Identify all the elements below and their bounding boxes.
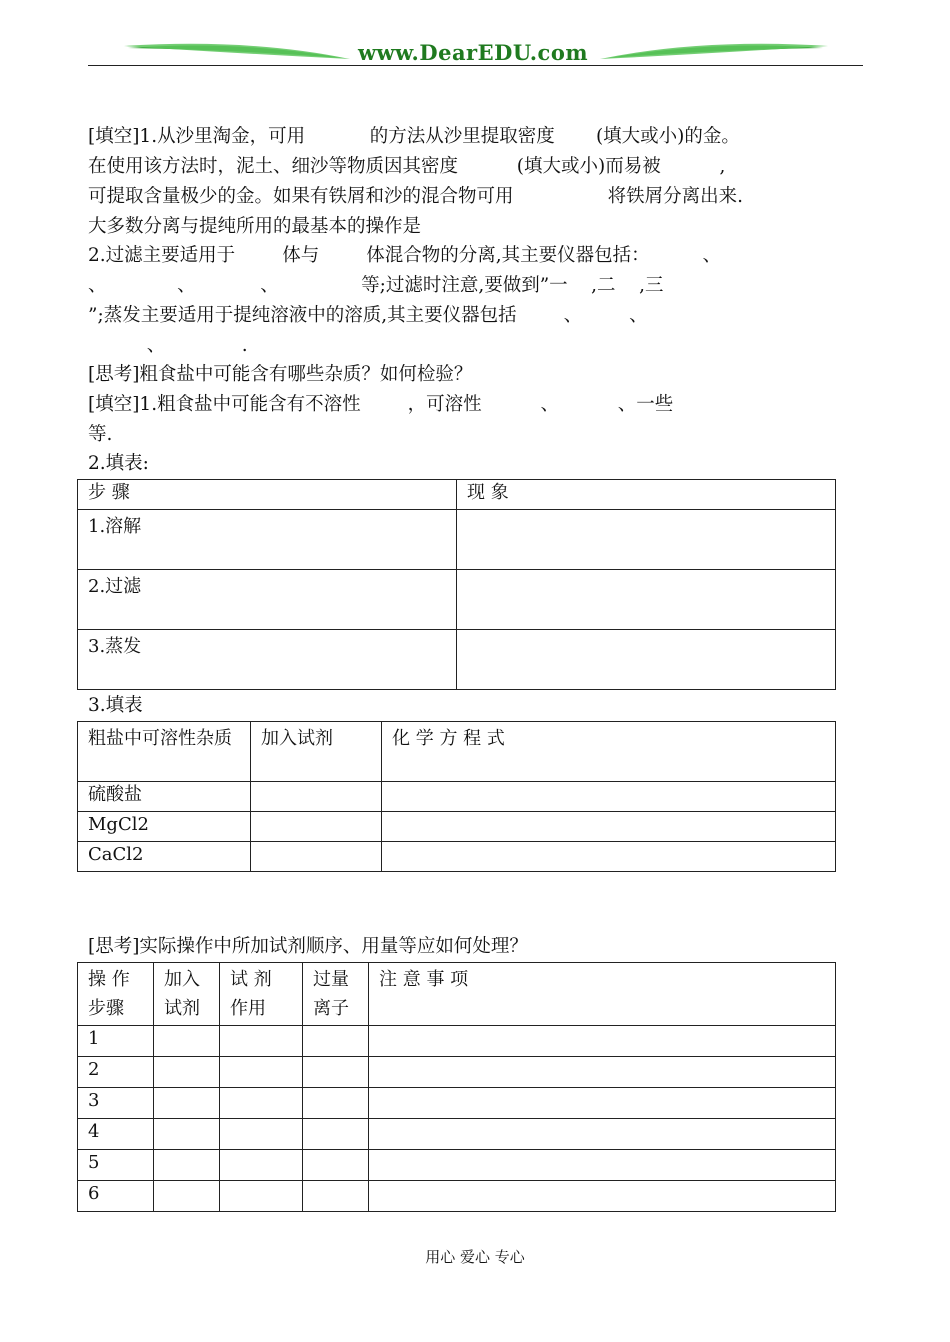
table-cell	[220, 1119, 303, 1150]
table-cell	[303, 1150, 369, 1181]
table-cell	[220, 1150, 303, 1181]
table-cell	[457, 570, 836, 630]
text-line: [思考]实际操作中所加试剂顺序、用量等应如何处理？	[88, 936, 528, 957]
table-cell	[251, 842, 382, 872]
text-line: [思考]粗食盐中可能含有哪些杂质？如何检验？	[88, 364, 473, 385]
procedure-table	[77, 962, 836, 1212]
table-cell: 6	[78, 1181, 154, 1212]
table-cell: 4	[78, 1119, 154, 1150]
table-cell	[251, 812, 382, 842]
text-line: ”;蒸发主要适用于提纯溶液中的溶质,其主要仪器包括 、 、	[88, 305, 648, 326]
table-cell	[303, 1088, 369, 1119]
text-line: 大多数分离与提纯所用的最基本的操作是	[88, 216, 422, 237]
table-cell: 5	[78, 1150, 154, 1181]
table-cell	[220, 1088, 303, 1119]
text-line: 可提取含量极少的金。如果有铁屑和沙的混合物可用 将铁屑分离出来.	[88, 186, 743, 207]
table-cell	[303, 1119, 369, 1150]
text-line: 2.填表:	[88, 453, 149, 474]
site-header	[88, 38, 863, 72]
table-cell	[154, 1181, 220, 1212]
table-cell	[154, 1026, 220, 1057]
table-header-cell: 加入 试剂	[154, 963, 220, 1026]
steps-table	[77, 479, 836, 690]
table-cell	[303, 1181, 369, 1212]
table-cell	[369, 1026, 836, 1057]
page-footer: 用心 爱心 专心	[425, 1248, 525, 1266]
table-cell	[382, 812, 836, 842]
table-cell	[369, 1181, 836, 1212]
table-cell: CaCl2	[78, 842, 251, 872]
table-cell	[369, 1088, 836, 1119]
table-header-cell: 粗盐中可溶性杂质	[78, 722, 251, 782]
table-header-cell: 注 意 事 项	[369, 963, 836, 1026]
table-cell: 3	[78, 1088, 154, 1119]
table-cell: MgCl2	[78, 812, 251, 842]
table-cell	[251, 782, 382, 812]
table-cell	[154, 1119, 220, 1150]
table-cell: 3.蒸发	[78, 630, 457, 690]
table-header-cell: 化 学 方 程 式	[382, 722, 836, 782]
table-cell	[220, 1181, 303, 1212]
table-cell	[154, 1088, 220, 1119]
table-header-cell: 过量 离子	[303, 963, 369, 1026]
text-line: 等.	[88, 424, 113, 445]
table-cell	[369, 1119, 836, 1150]
table-cell	[382, 842, 836, 872]
table-header-cell: 加入试剂	[251, 722, 382, 782]
table-header-cell: 操 作 步骤	[78, 963, 154, 1026]
table-cell: 1.溶解	[78, 510, 457, 570]
table-header-cell: 现 象	[457, 480, 836, 510]
table-cell: 2	[78, 1057, 154, 1088]
text-line: [填空]1.粗食盐中可能含有不溶性 ，可溶性 、 、一些	[88, 394, 674, 415]
table-cell	[382, 782, 836, 812]
table-cell	[369, 1150, 836, 1181]
text-line: 在使用该方法时，泥土、细沙等物质因其密度 (填大或小)而易被 ,	[88, 156, 726, 177]
site-url[interactable]: www.DearEDU.com	[357, 40, 589, 65]
table-cell	[303, 1026, 369, 1057]
table-cell	[220, 1026, 303, 1057]
table-cell: 2.过滤	[78, 570, 457, 630]
table-cell	[369, 1057, 836, 1088]
table-cell	[457, 510, 836, 570]
table-cell	[303, 1057, 369, 1088]
header-rule	[88, 65, 863, 66]
text-line: 2.过滤主要适用于 体与 体混合物的分离,其主要仪器包括： 、	[88, 245, 722, 266]
impurity-table	[77, 721, 836, 872]
table-cell	[154, 1057, 220, 1088]
text-line: 、 、 、 等;过滤时注意,要做到”一 ,二 ,三	[88, 275, 664, 296]
text-line: 、 .	[88, 335, 248, 356]
table-cell	[457, 630, 836, 690]
text-line: 3.填表	[88, 695, 143, 716]
table-cell: 硫酸盐	[78, 782, 251, 812]
table-cell: 1	[78, 1026, 154, 1057]
table-header-cell: 步 骤	[78, 480, 457, 510]
table-cell	[154, 1150, 220, 1181]
table-header-cell: 试 剂 作用	[220, 963, 303, 1026]
text-line: [填空]1.从沙里淘金，可用 的方法从沙里提取密度 (填大或小)的金。	[88, 126, 740, 147]
table-cell	[220, 1057, 303, 1088]
